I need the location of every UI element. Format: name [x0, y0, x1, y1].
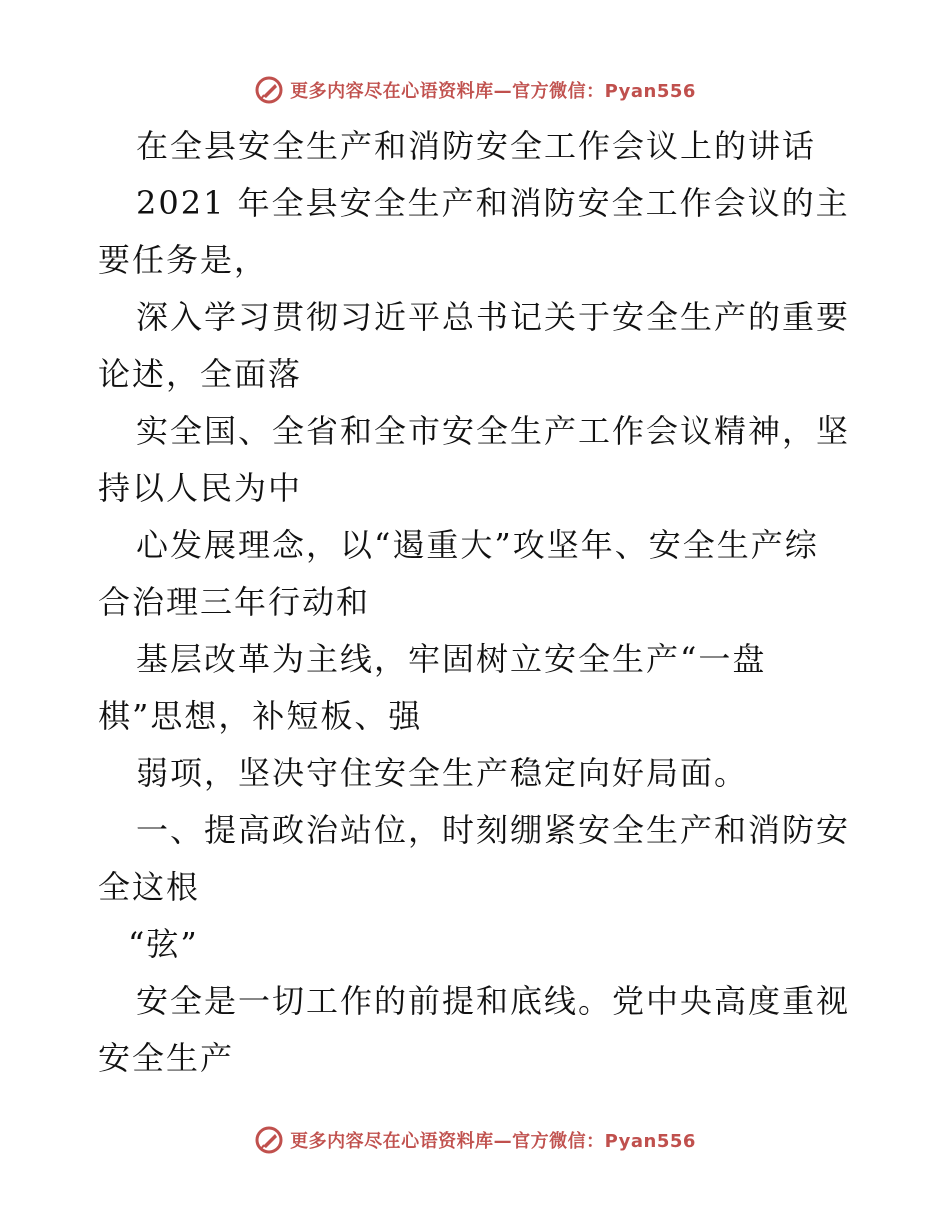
paragraph-line: 安全生产 [98, 1039, 235, 1077]
watermark-footer [0, 1120, 950, 1160]
watermark-text: 更多内容尽在心语资料库—官方微信：Pyan556 [290, 1131, 696, 1152]
paragraph-line: 实全国、全省和全市安全生产工作会议精神，坚 [136, 412, 851, 450]
paragraph-line: 弱项，坚决守住安全生产稳定向好局面。 [136, 754, 749, 792]
paragraph-line: 安全是一切工作的前提和底线。党中央高度重视 [136, 982, 851, 1020]
paragraph-line: 持以人民为中 [98, 469, 303, 507]
watermark-text: 更多内容尽在心语资料库—官方微信：Pyan556 [290, 81, 696, 102]
paragraph-line: 合治理三年行动和 [98, 583, 371, 621]
quill-logo-icon [254, 1125, 284, 1155]
paragraph-line: 深入学习贯彻习近平总书记关于安全生产的重要 [136, 298, 851, 336]
section-heading-quote: “弦” [128, 925, 199, 963]
paragraph-line: 基层改革为主线，牢固树立安全生产“一盘 [136, 640, 767, 678]
paragraph-line: 要任务是， [98, 241, 269, 279]
watermark-header [0, 70, 950, 110]
section-heading: 一、提高政治站位，时刻绷紧安全生产和消防安 [136, 811, 851, 849]
paragraph-line: 棋”思想，补短板、强 [98, 697, 423, 735]
document-title: 在全县安全生产和消防安全工作会议上的讲话 [136, 127, 817, 165]
quill-logo-icon [254, 75, 284, 105]
section-heading-continued: 全这根 [98, 868, 201, 906]
paragraph-line: 心发展理念，以“遏重大”攻坚年、安全生产综 [136, 526, 819, 564]
document-body [98, 118, 858, 1087]
paragraph-line: 论述，全面落 [98, 355, 303, 393]
paragraph-line: 2021 年全县安全生产和消防安全工作会议的主 [136, 184, 850, 222]
